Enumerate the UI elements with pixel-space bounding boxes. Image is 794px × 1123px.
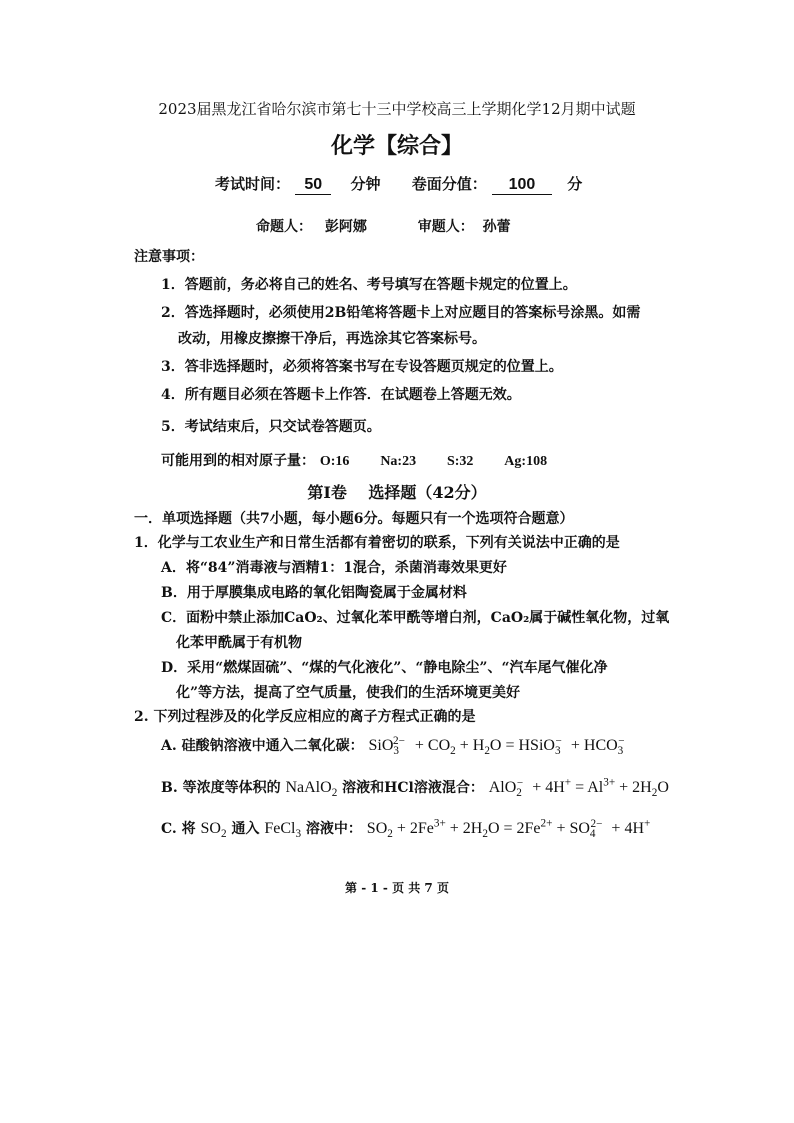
- atomic-label: 可能用到的相对原子量：: [161, 453, 315, 469]
- q2-formula-fecl3: FeCl$_3$: [264, 820, 302, 841]
- q2-equation-c: $SO_2 + 2Fe^{3+} + 2H_2O = 2Fe^{2+} + SO_4^{2-} + 4H^+$: [366, 817, 651, 841]
- q2-option-c-text-post: 溶液中：: [305, 821, 362, 837]
- score-label: 卷面分值：: [411, 175, 487, 193]
- time-unit: 分钟: [350, 175, 381, 193]
- score-value: 100: [492, 176, 552, 195]
- note-item-4: 4．所有题目必须在答题卡上作答．在试题卷上答题无效。: [161, 387, 521, 403]
- exam-title: 化学【综合】: [330, 133, 463, 159]
- q1-option-d: D．采用“燃煤固硫”、“煤的气化液化”、“静电除尘”、“汽车尾气催化净: [161, 660, 608, 676]
- q2-option-c-text-pre: C. 将: [161, 821, 196, 837]
- note-item-5: 5．考试结束后，只交试卷答题页。: [161, 419, 381, 435]
- q2-option-c-text-mid: 通入: [231, 821, 260, 837]
- q1-option-c: C．面粉中禁止添加CaO₂、过氧化苯甲酰等增白剂，CaO₂属于碱性氧化物，过氧: [161, 610, 670, 626]
- q2-formula-so2: $SO_2$: [200, 820, 227, 841]
- atomic-na: Na:23: [380, 454, 417, 469]
- author-label: 命题人：: [256, 219, 312, 235]
- time-value: 50: [295, 176, 331, 195]
- section-part-heading: 一．单项选择题（共7小题，每小题6分。每题只有一个选项符合题意）: [134, 511, 574, 527]
- note-item-3: 3．答非选择题时，必须将答案书写在专设答题页规定的位置上。: [161, 359, 563, 375]
- exam-subtitle: 2023届黑龙江省哈尔滨市第七十三中学校高三上学期化学12月期中试题: [158, 100, 636, 118]
- q1-option-a: A．将“84”消毒液与酒精1：1混合，杀菌消毒效果更好: [161, 560, 507, 576]
- author-name: 彭阿娜: [324, 219, 367, 235]
- page-footer: 第 - 1 - 页 共 7 页: [345, 881, 449, 895]
- q2-option-a: [161, 734, 630, 758]
- note-item-2-cont: 改动，用橡皮擦擦干净后，再选涂其它答案标号。: [178, 331, 486, 347]
- q1-option-d-cont: 化”等方法，提高了空气质量，使我们的生活环境更美好: [176, 685, 521, 701]
- score-unit: 分: [567, 175, 583, 193]
- q2-stem: 2. 下列过程涉及的化学反应相应的离子方程式正确的是: [134, 709, 476, 725]
- q2-equation-b: $AlO_2^- + 4H^+ = Al^{3+} + 2H_2O$: [488, 776, 669, 800]
- section-title: 第Ⅰ卷 选择题（42分）: [307, 483, 487, 502]
- atomic-o: O:16: [319, 454, 350, 469]
- atomic-s: S:32: [446, 454, 474, 469]
- reviewer-name: 孙蕾: [482, 219, 511, 235]
- q2-equation-a: $SiO_3^{2-} + CO_2 + H_2O$ = HSiO$_3$− + $HCO_3^-$: [368, 734, 625, 758]
- reviewer-label: 审题人：: [417, 219, 474, 235]
- exam-time-score-line: [215, 173, 582, 195]
- q2-formula-naalo2: NaAlO$_2$: [285, 779, 338, 800]
- notes-heading: 注意事项：: [134, 249, 204, 265]
- q2-option-a-text: A. 硅酸钠溶液中通入二氧化碳：: [161, 738, 364, 754]
- time-label: 考试时间：: [215, 175, 291, 193]
- q1-option-c-cont: 化苯甲酰属于有机物: [176, 635, 302, 651]
- exam-authors-line: [256, 216, 511, 236]
- q1-option-b: B．用于厚膜集成电路的氧化铝陶瓷属于金属材料: [161, 585, 467, 601]
- atomic-ag: Ag:108: [504, 454, 548, 469]
- note-item-1: 1．答题前，务必将自己的姓名、考号填写在答题卡规定的位置上。: [161, 277, 577, 293]
- q2-option-c: [161, 817, 651, 841]
- note-item-2: 2．答选择题时，必须使用2B铅笔将答题卡上对应题目的答案标号涂黑。如需: [161, 305, 641, 321]
- q1-stem: 1．化学与工农业生产和日常生活都有着密切的联系，下列有关说法中正确的是: [134, 535, 620, 551]
- q2-option-b-text-mid: 溶液和HCl溶液混合：: [342, 780, 484, 796]
- atomic-mass-line: [161, 450, 547, 470]
- q2-option-b-text-pre: B. 等浓度等体积的: [161, 780, 281, 796]
- q2-option-b: [161, 776, 669, 800]
